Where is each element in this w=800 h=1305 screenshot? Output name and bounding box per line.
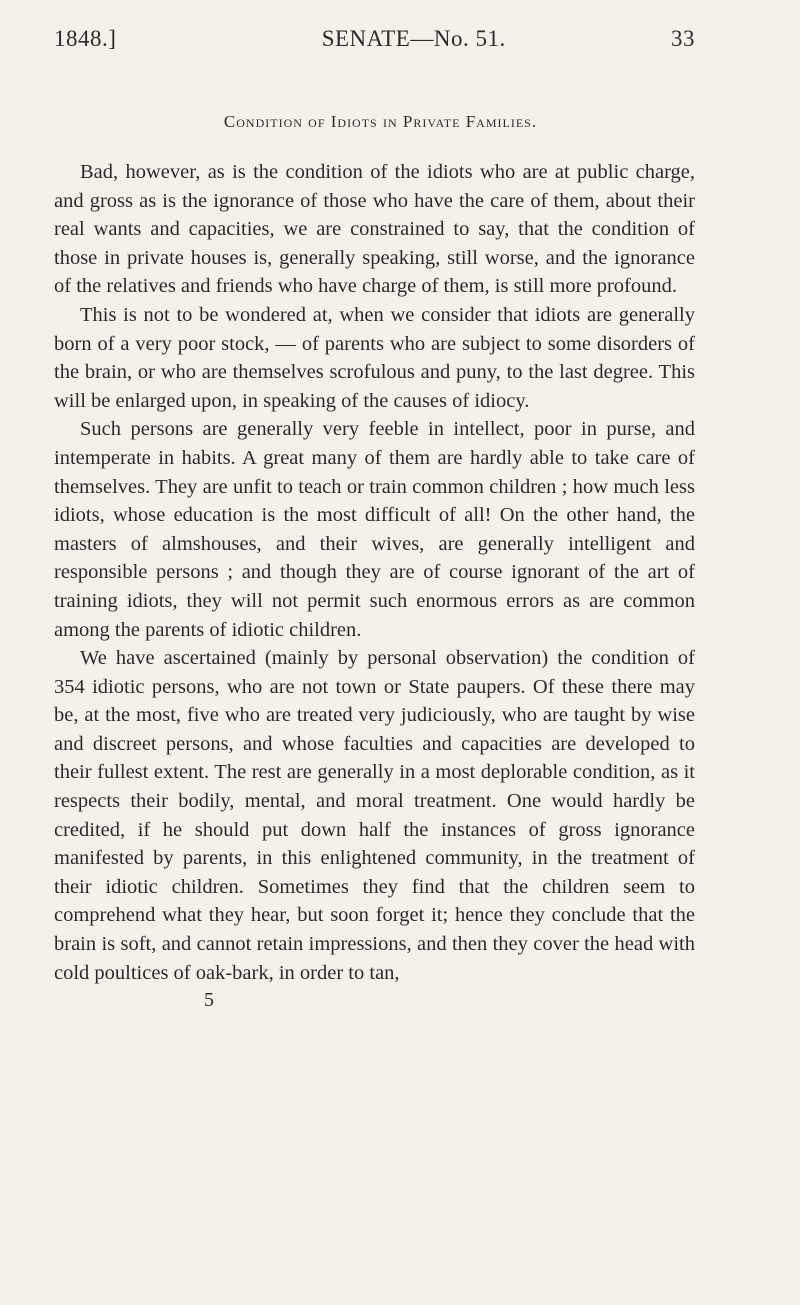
body-text [54,158,695,987]
page-number: 33 [671,26,695,51]
running-head-title: SENATE—No. 51. [321,26,506,51]
section-title: Condition of Idiots in Private Families. [223,112,538,131]
paragraph-2: This is not to be wondered at, when we consider that idiots are generally born of a very poor stock, — of parents who are subject to some disorders of the brain, or who are themselves scrofulous and puny, to the last degree. This will be enlarged upon, in speaking of the causes of idiocy. [54,303,695,412]
running-head [54,26,695,60]
signature-mark: 5 [204,989,214,1012]
paragraph-3: Such persons are generally very feeble in intellect, poor in purse, and intemperate in habits. A great many of them are hardly able to take care of themselves. They are unfit to teach or train common children ; how much less idiots, whose education is the most difficult of all! On the other hand, the masters of almshouses, and their wives, are generally intelligent and responsible persons ; and though they are of course ignorant of the art of training idiots, they will not permit such enormous errors as are common among the parents of idiotic children. [54,418,695,641]
running-head-year: 1848.] [54,26,117,51]
paragraph-1: Bad, however, as is the condition of the idiots who are at public charge, and gross as is the ignorance of those who have the care of them, about their real wants and capacities, we are constrained to say, that the condition of those in private houses is, generally speaking, still worse, and the ignorance of the relatives and friends who have charge of them, is still more profound. [54,161,695,298]
paragraph-4: We have ascertained (mainly by personal observation) the condition of 354 idiotic persons, who are not town or State paupers. Of these there may be, at the most, five who are treated very judiciously, who are taught by wise and discreet persons, and whose faculties and capacities are developed to their fullest extent. The rest are generally in a most deplorable condition, as it respects their bodily, mental, and moral treatment. One would hardly be credited, if he should put down half the instances of gross ignorance manifested by parents, in this enlightened community, in the treatment of their idiotic children. Sometimes they find that the children seem to comprehend what they hear, but soon forget it; hence they conclude that the brain is soft, and cannot retain impressions, and then they cover the head with cold poultices of oak-bark, in order to tan, [54,647,695,984]
